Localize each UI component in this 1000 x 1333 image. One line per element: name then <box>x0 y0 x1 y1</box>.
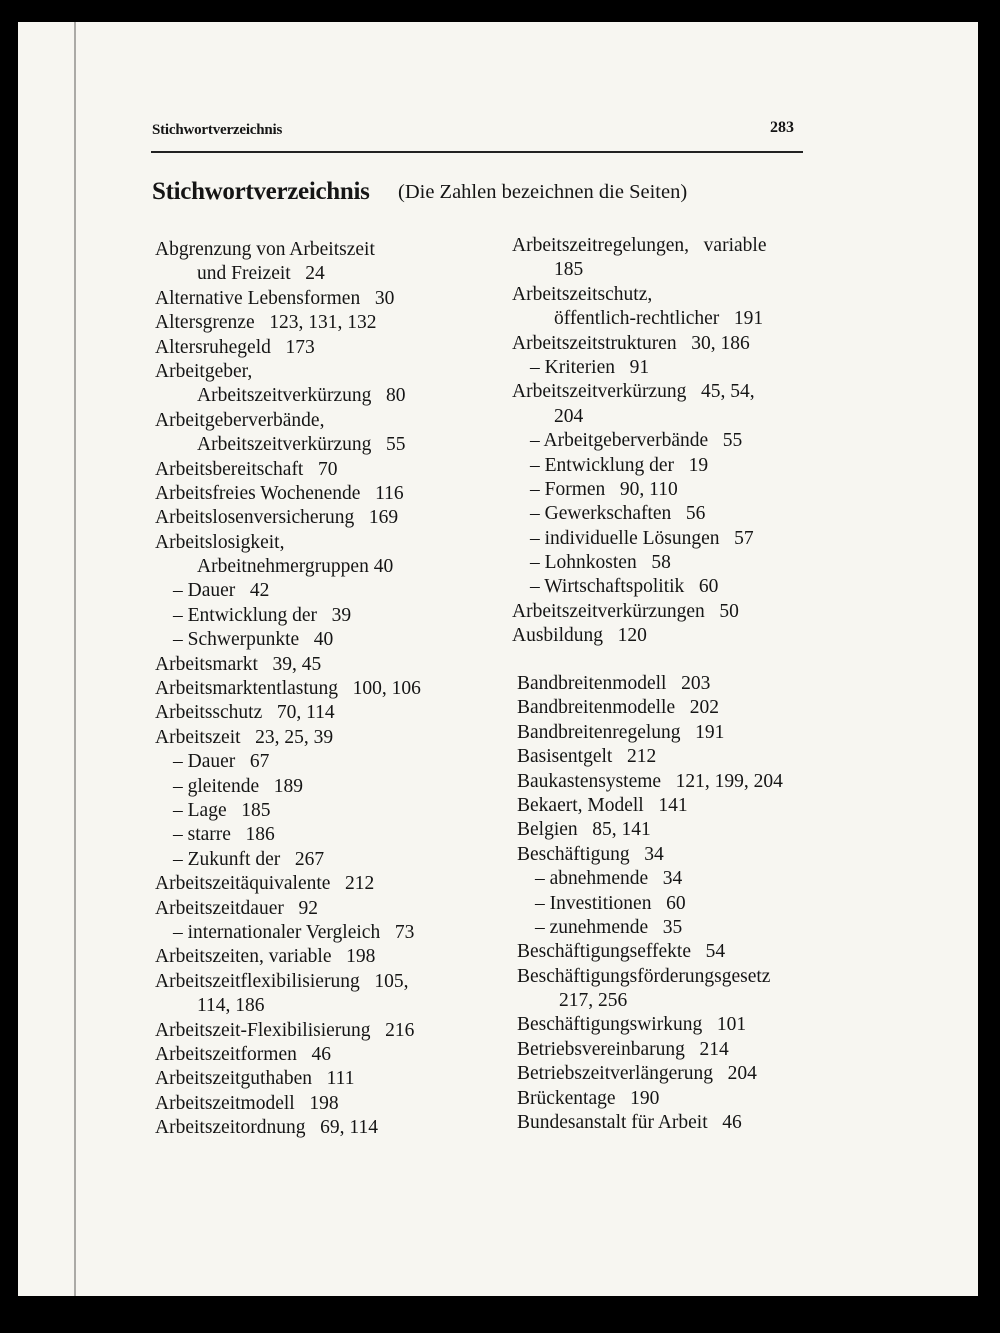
index-subentry: – internationaler Vergleich 73 <box>173 921 415 943</box>
index-entry: Brückentage 190 <box>517 1087 660 1109</box>
index-subentry: – Formen 90, 110 <box>530 478 678 500</box>
index-subentry: – Kriterien 91 <box>530 356 650 378</box>
index-entry: Belgien 85, 141 <box>517 819 651 841</box>
index-entry: Alternative Lebensformen 30 <box>155 287 395 309</box>
index-subentry: – Gewerkschaften 56 <box>530 503 706 525</box>
index-entry: Beschäftigungswirkung 101 <box>517 1014 747 1036</box>
index-subentry: – individuelle Lösungen 57 <box>530 527 754 549</box>
index-entry: Bandbreitenregelung 191 <box>517 721 725 743</box>
index-entry: Altersruhegeld 173 <box>155 336 315 358</box>
index-entry-continuation: 114, 186 <box>197 995 265 1017</box>
index-entry: Bandbreitenmodell 203 <box>517 673 711 694</box>
index-subentry: – abnehmende 34 <box>535 868 683 890</box>
running-header: Stichwortverzeichnis <box>152 122 283 138</box>
index-subentry: – Investitionen 60 <box>535 892 686 914</box>
page-subtitle: (Die Zahlen bezeichnen die Seiten) <box>398 181 688 203</box>
index-entry: Arbeitsschutz 70, 114 <box>155 702 335 724</box>
index-entry: Arbeitszeitdauer 92 <box>155 897 318 919</box>
index-entry: Beschäftigung 34 <box>517 843 664 865</box>
index-subentry: – zunehmende 35 <box>535 916 683 938</box>
index-entry: Arbeitszeitstrukturen 30, 186 <box>512 332 750 354</box>
index-entry: Beschäftigungseffekte 54 <box>517 941 726 963</box>
index-subentry: – Dauer 67 <box>173 751 270 773</box>
index-subentry: – Entwicklung der 19 <box>530 454 709 476</box>
index-subentry: – Zukunft der 267 <box>173 848 325 870</box>
index-entry: Arbeitsmarkt 39, 45 <box>155 653 322 675</box>
index-entry: Arbeitszeiten, variable 198 <box>155 946 376 968</box>
index-column-left <box>155 238 421 1140</box>
page-binding-edge <box>74 22 76 1296</box>
index-entry: Arbeitslosigkeit, <box>155 531 285 553</box>
index-entry: Basisentgelt 212 <box>517 746 657 768</box>
index-column-right-b <box>517 672 783 1135</box>
index-entry: Arbeitsbereitschaft 70 <box>155 458 338 480</box>
page-number: 283 <box>770 119 794 136</box>
index-entry: Arbeitszeitordnung 69, 114 <box>155 1117 378 1139</box>
index-entry: Arbeitszeitäquivalente 212 <box>155 873 375 895</box>
header-rule <box>151 151 803 153</box>
index-entry: Arbeitszeit-Flexibilisierung 216 <box>155 1019 415 1041</box>
index-entry-continuation: 204 <box>554 405 584 427</box>
index-entry: Arbeitszeitverkürzungen 50 <box>512 600 739 622</box>
index-entry: Beschäftigungsförderungsgesetz <box>517 965 771 987</box>
index-column-right-a <box>512 234 766 649</box>
index-entry-continuation: Arbeitszeitverkürzung 80 <box>197 385 406 407</box>
index-entry: Arbeitsmarktentlastung 100, 106 <box>155 678 421 700</box>
index-entry-continuation: 185 <box>554 259 584 281</box>
index-entry: Arbeitszeitformen 46 <box>155 1043 331 1065</box>
index-entry: Arbeitszeitmodell 198 <box>155 1092 339 1114</box>
index-subentry: – starre 186 <box>173 824 275 846</box>
index-entry: Arbeitsfreies Wochenende 116 <box>155 482 404 504</box>
index-entry: Baukastensysteme 121, 199, 204 <box>517 770 783 792</box>
index-subentry: – Wirtschaftspolitik 60 <box>530 576 719 598</box>
index-subentry: – Lohnkosten 58 <box>530 552 671 574</box>
index-subentry: – Entwicklung der 39 <box>173 604 352 626</box>
index-entry: Arbeitgeber, <box>155 360 253 382</box>
index-entry: Arbeitslosenversicherung 169 <box>155 507 399 529</box>
index-entry-continuation: und Freizeit 24 <box>197 263 325 285</box>
index-entry: Altersgrenze 123, 131, 132 <box>155 312 377 334</box>
index-entry: Arbeitszeitschutz, <box>512 283 653 305</box>
index-entry-continuation: öffentlich-rechtlicher 191 <box>554 308 764 330</box>
index-entry: Ausbildung 120 <box>512 625 647 647</box>
index-entry-continuation: Arbeitnehmergruppen 40 <box>197 556 394 578</box>
index-entry: Arbeitgeberverbände, <box>155 409 325 431</box>
index-entry: Arbeitszeitflexibilisierung 105, <box>155 970 409 992</box>
index-entry: Bandbreitenmodelle 202 <box>517 697 719 719</box>
index-subentry: – Lage 185 <box>173 799 271 821</box>
index-entry: Betriebsvereinbarung 214 <box>517 1038 729 1060</box>
index-entry: Betriebszeitverlängerung 204 <box>517 1063 757 1085</box>
index-entry: Arbeitszeitguthaben 111 <box>155 1068 355 1090</box>
index-subentry: – Dauer 42 <box>173 580 270 602</box>
index-entry: Arbeitszeitregelungen, variable <box>512 235 767 256</box>
index-entry: Arbeitszeit 23, 25, 39 <box>155 726 334 748</box>
index-entry-continuation: Arbeitszeitverkürzung 55 <box>197 434 406 456</box>
index-entry: Bundesanstalt für Arbeit 46 <box>517 1112 742 1134</box>
page-title: Stichwortverzeichnis <box>152 178 370 205</box>
index-subentry: – Schwerpunkte 40 <box>173 629 334 651</box>
index-subentry: – gleitende 189 <box>173 775 303 797</box>
index-entry: Arbeitszeitverkürzung 45, 54, <box>512 381 755 403</box>
index-entry: Abgrenzung von Arbeitszeit <box>155 239 375 260</box>
index-entry: Bekaert, Modell 141 <box>517 794 688 816</box>
index-entry-continuation: 217, 256 <box>559 990 628 1012</box>
index-subentry: – Arbeitgeberverbände 55 <box>530 430 743 452</box>
